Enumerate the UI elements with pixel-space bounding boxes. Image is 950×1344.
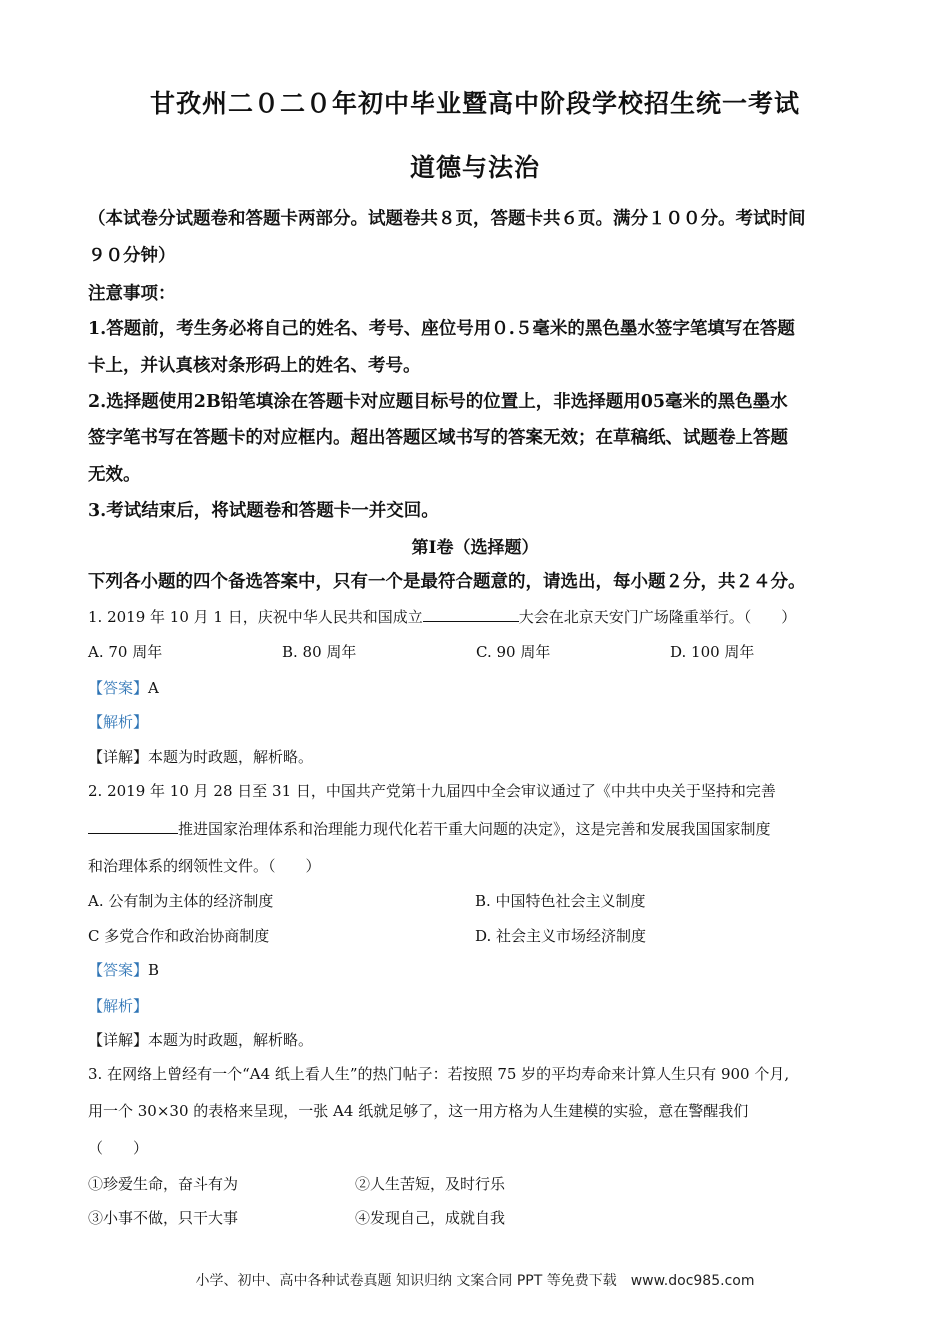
note-item: 签字笔书写在答题卡的对应框内。超出答题区域书写的答案无效；在草稿纸、试题卷上答题 <box>88 428 788 448</box>
option-c: C 多党合作和政治协商制度 <box>88 927 270 945</box>
option-a: A. 公有制为主体的经济制度 <box>88 892 274 910</box>
page-footer: 小学、初中、高中各种试卷真题 知识归纳 文案合同 PPT 等免费下载 www.doc985.com <box>195 1273 755 1289</box>
intro-line: ９０分钟） <box>88 246 176 266</box>
option-c: C. 90 周年 <box>476 643 551 661</box>
statement-2: ②人生苦短，及时行乐 <box>355 1175 506 1193</box>
note-item: 卡上，并认真核对条形码上的姓名、考号。 <box>88 356 421 376</box>
analysis-label: 【解析】 <box>88 713 149 731</box>
answer-blank <box>88 819 178 834</box>
answer-line <box>88 959 159 980</box>
question-3-stem: 3. 在网络上曾经有一个“A4 纸上看人生”的热门帖子：若按照 75 岁的平均寿命来计算人生只有 900 个月, <box>88 1065 790 1083</box>
answer-label: 【答案】 <box>88 679 149 697</box>
answer-value: A <box>148 679 159 697</box>
note-item: 1.答题前，考生务必将自己的姓名、考号、座位号用０.５毫米的黑色墨水签字笔填写在答题 <box>88 319 795 339</box>
option-a: A. 70 周年 <box>88 643 163 661</box>
option-b: B. 中国特色社会主义制度 <box>475 892 646 910</box>
note-item: 3.考试结束后，将试题卷和答题卡一并交回。 <box>88 501 439 521</box>
stem-text: 大会在北京天安门广场隆重举行。（ ） <box>518 608 797 626</box>
analysis-label: 【解析】 <box>88 997 149 1015</box>
option-b: B. 80 周年 <box>282 643 357 661</box>
answer-blank <box>423 607 519 622</box>
section-instruction: 下列各小题的四个备选答案中，只有一个是最符合题意的，请选出，每小题２分，共２４分。 <box>88 572 806 592</box>
question-3-stem: 用一个 30×30 的表格来呈现，一张 A4 纸就足够了，这一用方格为人生建模的实验，意在警醒我们 <box>88 1102 749 1120</box>
intro-line: （本试卷分试题卷和答题卡两部分。试题卷共８页，答题卡共６页。满分１００分。考试时间 <box>88 209 806 229</box>
option-d: D. 100 周年 <box>670 643 755 661</box>
note-item: 无效。 <box>88 465 141 485</box>
detail-text: 【详解】本题为时政题，解析略。 <box>88 748 314 766</box>
detail-text: 【详解】本题为时政题，解析略。 <box>88 1031 314 1049</box>
exam-title: 甘孜州二０二０年初中毕业暨高中阶段学校招生统一考试 <box>149 89 800 118</box>
answer-value: B <box>148 961 160 979</box>
question-2-stem: 2. 2019 年 10 月 28 日至 31 日，中国共产党第十九届四中全会审议通过了《中共中央关于坚持和完善 <box>88 782 776 800</box>
subject-title: 道德与法治 <box>409 153 540 182</box>
statement-3: ③小事不做，只干大事 <box>88 1209 239 1227</box>
answer-label: 【答案】 <box>88 961 149 979</box>
stem-text: 推进国家治理体系和治理能力现代化若干重大问题的决定》，这是完善和发展我国国家制度 <box>178 820 771 838</box>
option-d: D. 社会主义市场经济制度 <box>475 927 647 945</box>
note-item: 2.选择题使用2B铅笔填涂在答题卡对应题目标号的位置上，非选择题用05毫米的黑色墨水 <box>88 392 788 412</box>
notes-heading: 注意事项： <box>88 284 176 304</box>
section-title: 第Ⅰ卷（选择题） <box>411 538 539 558</box>
question-3-stem: （ ） <box>88 1139 149 1157</box>
question-2-stem: 和治理体系的纲领性文件。（ ） <box>88 857 321 875</box>
statement-1: ①珍爱生命，奋斗有为 <box>88 1175 239 1193</box>
statement-4: ④发现自己，成就自我 <box>355 1209 506 1227</box>
question-1-stem <box>88 606 796 627</box>
answer-line <box>88 677 159 698</box>
question-2-stem <box>88 818 771 839</box>
stem-text: 1. 2019 年 10 月 1 日，庆祝中华人民共和国成立 <box>88 608 423 626</box>
